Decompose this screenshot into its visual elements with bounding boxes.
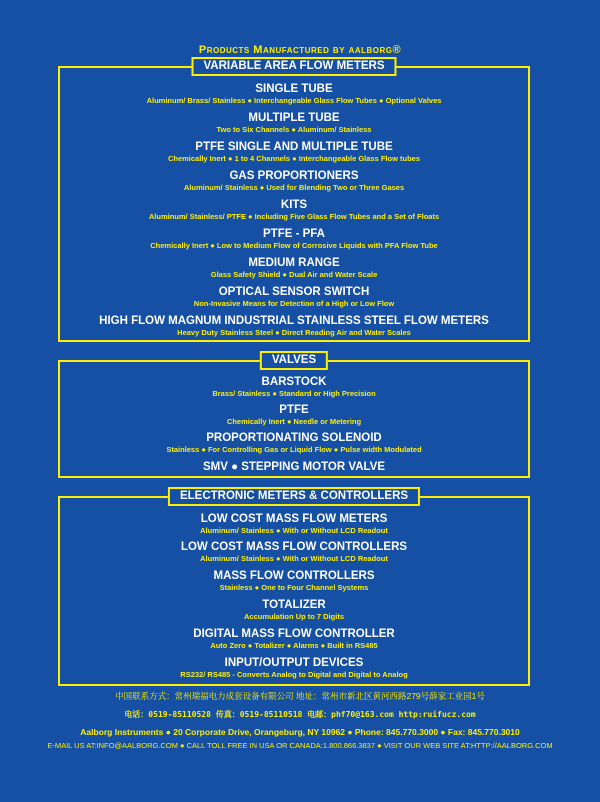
product-item (20, 286, 568, 309)
product-item (20, 112, 568, 135)
product-item (20, 599, 568, 622)
product-subtitle: Auto Zero ● Totalizer ● Alarms ● Built in RS485 (210, 641, 378, 650)
product-title: PTFE (279, 404, 309, 416)
product-item (20, 376, 568, 399)
section-label: VALVES (260, 351, 328, 370)
product-subtitle: RS232/ RS485 - Converts Analog to Digital and Digital to Analog (180, 670, 408, 679)
page-title: Products Manufactured by aalborg® (198, 44, 402, 56)
product-item (20, 657, 568, 680)
product-title: BARSTOCK (261, 376, 327, 388)
product-title: MEDIUM RANGE (248, 257, 340, 269)
product-title: KITS (280, 199, 308, 211)
contact-web-line: E-MAIL US AT:INFO@AALBORG.COM ● CALL TOLL FREE IN USA OR CANADA:1.800.866.3837 ● VISIT OUR WEB SITE AT:HTTP://AALBORG.COM (47, 741, 553, 750)
product-subtitle: Non-Invasive Means for Detection of a High or Low Flow (193, 299, 395, 308)
product-item (20, 461, 568, 474)
product-subtitle: Chemically Inert ● Low to Medium Flow of Corrosive Liquids with PFA Flow Tube (150, 241, 438, 250)
product-item (20, 570, 568, 593)
product-title: LOW COST MASS FLOW CONTROLLERS (180, 541, 408, 553)
product-title: OPTICAL SENSOR SWITCH (218, 286, 370, 298)
product-title: MULTIPLE TUBE (248, 112, 340, 124)
product-title: TOTALIZER (262, 599, 326, 611)
product-subtitle: Aluminum/ Stainless ● With or Without LCD Readout (200, 526, 388, 535)
product-title: DIGITAL MASS FLOW CONTROLLER (193, 628, 395, 640)
section-electronic-meters-controllers (58, 490, 530, 686)
product-item (20, 404, 568, 427)
product-subtitle: Stainless ● One to Four Channel Systems (219, 583, 369, 592)
product-title: HIGH FLOW MAGNUM INDUSTRIAL STAINLESS STEEL FLOW METERS (99, 315, 489, 327)
product-title: SMV ● STEPPING MOTOR VALVE (202, 461, 386, 473)
product-subtitle: Two to Six Channels ● Aluminum/ Stainless (216, 125, 372, 134)
section-label: VARIABLE AREA FLOW METERS (191, 57, 396, 76)
product-subtitle: Chemically Inert ● 1 to 4 Channels ● Interchangeable Glass Flow tubes (167, 154, 421, 163)
product-item (20, 170, 568, 193)
product-title: GAS PROPORTIONERS (229, 170, 359, 182)
product-subtitle: Stainless ● For Controlling Gas or Liquid Flow ● Pulse width Modulated (166, 445, 422, 454)
product-title: SINGLE TUBE (255, 83, 333, 95)
product-subtitle: Heavy Duty Stainless Steel ● Direct Reading Air and Water Scales (177, 328, 411, 337)
company-address: Aalborg Instruments ● 20 Corporate Drive, Orangeburg, NY 10962 ● Phone: 845.770.3000 ● Fax: 845.770.3010 (80, 727, 520, 737)
product-subtitle: Glass Safety Shield ● Dual Air and Water Scale (210, 270, 378, 279)
product-item (20, 541, 568, 564)
product-subtitle: Brass/ Stainless ● Standard or High Precision (212, 389, 376, 398)
product-item (20, 315, 568, 338)
china-contact-line: 中国联系方式：常州瑞福电力成套设备有限公司 地址：常州市新北区黄河西路279号薛家工业园1号 (115, 691, 485, 701)
section-valves (58, 354, 530, 478)
product-subtitle: Aluminum/ Stainless/ PTFE ● Including Five Glass Flow Tubes and a Set of Floats (148, 212, 440, 221)
section-variable-area-flow-meters (58, 60, 530, 342)
product-item (20, 513, 568, 536)
product-item (20, 228, 568, 251)
product-item (20, 257, 568, 280)
product-item (20, 432, 568, 455)
china-phone-line: 电话：0519-85110528 传真：0519-85110518 电邮：phf70@163.com http:ruifucz.com (124, 710, 476, 719)
product-title: LOW COST MASS FLOW METERS (200, 513, 388, 525)
product-title: PTFE - PFA (263, 228, 325, 240)
product-item (20, 83, 568, 106)
product-subtitle: Aluminum/ Brass/ Stainless ● Interchangeable Glass Flow Tubes ● Optional Valves (146, 96, 442, 105)
product-item (20, 141, 568, 164)
product-title: PROPORTIONATING SOLENOID (206, 432, 382, 444)
product-subtitle: Accumulation Up to 7 Digits (243, 612, 344, 621)
section-label: ELECTRONIC METERS & CONTROLLERS (168, 487, 420, 506)
product-subtitle: Aluminum/ Stainless ● Used for Blending Two or Three Gases (183, 183, 405, 192)
product-subtitle: Chemically Inert ● Needle or Metering (226, 417, 362, 426)
product-item (20, 628, 568, 651)
product-subtitle: Aluminum/ Stainless ● With or Without LCD Readout (200, 554, 388, 563)
product-title: MASS FLOW CONTROLLERS (213, 570, 375, 582)
product-title: PTFE SINGLE AND MULTIPLE TUBE (195, 141, 393, 153)
product-item (20, 199, 568, 222)
product-title: INPUT/OUTPUT DEVICES (224, 657, 364, 669)
